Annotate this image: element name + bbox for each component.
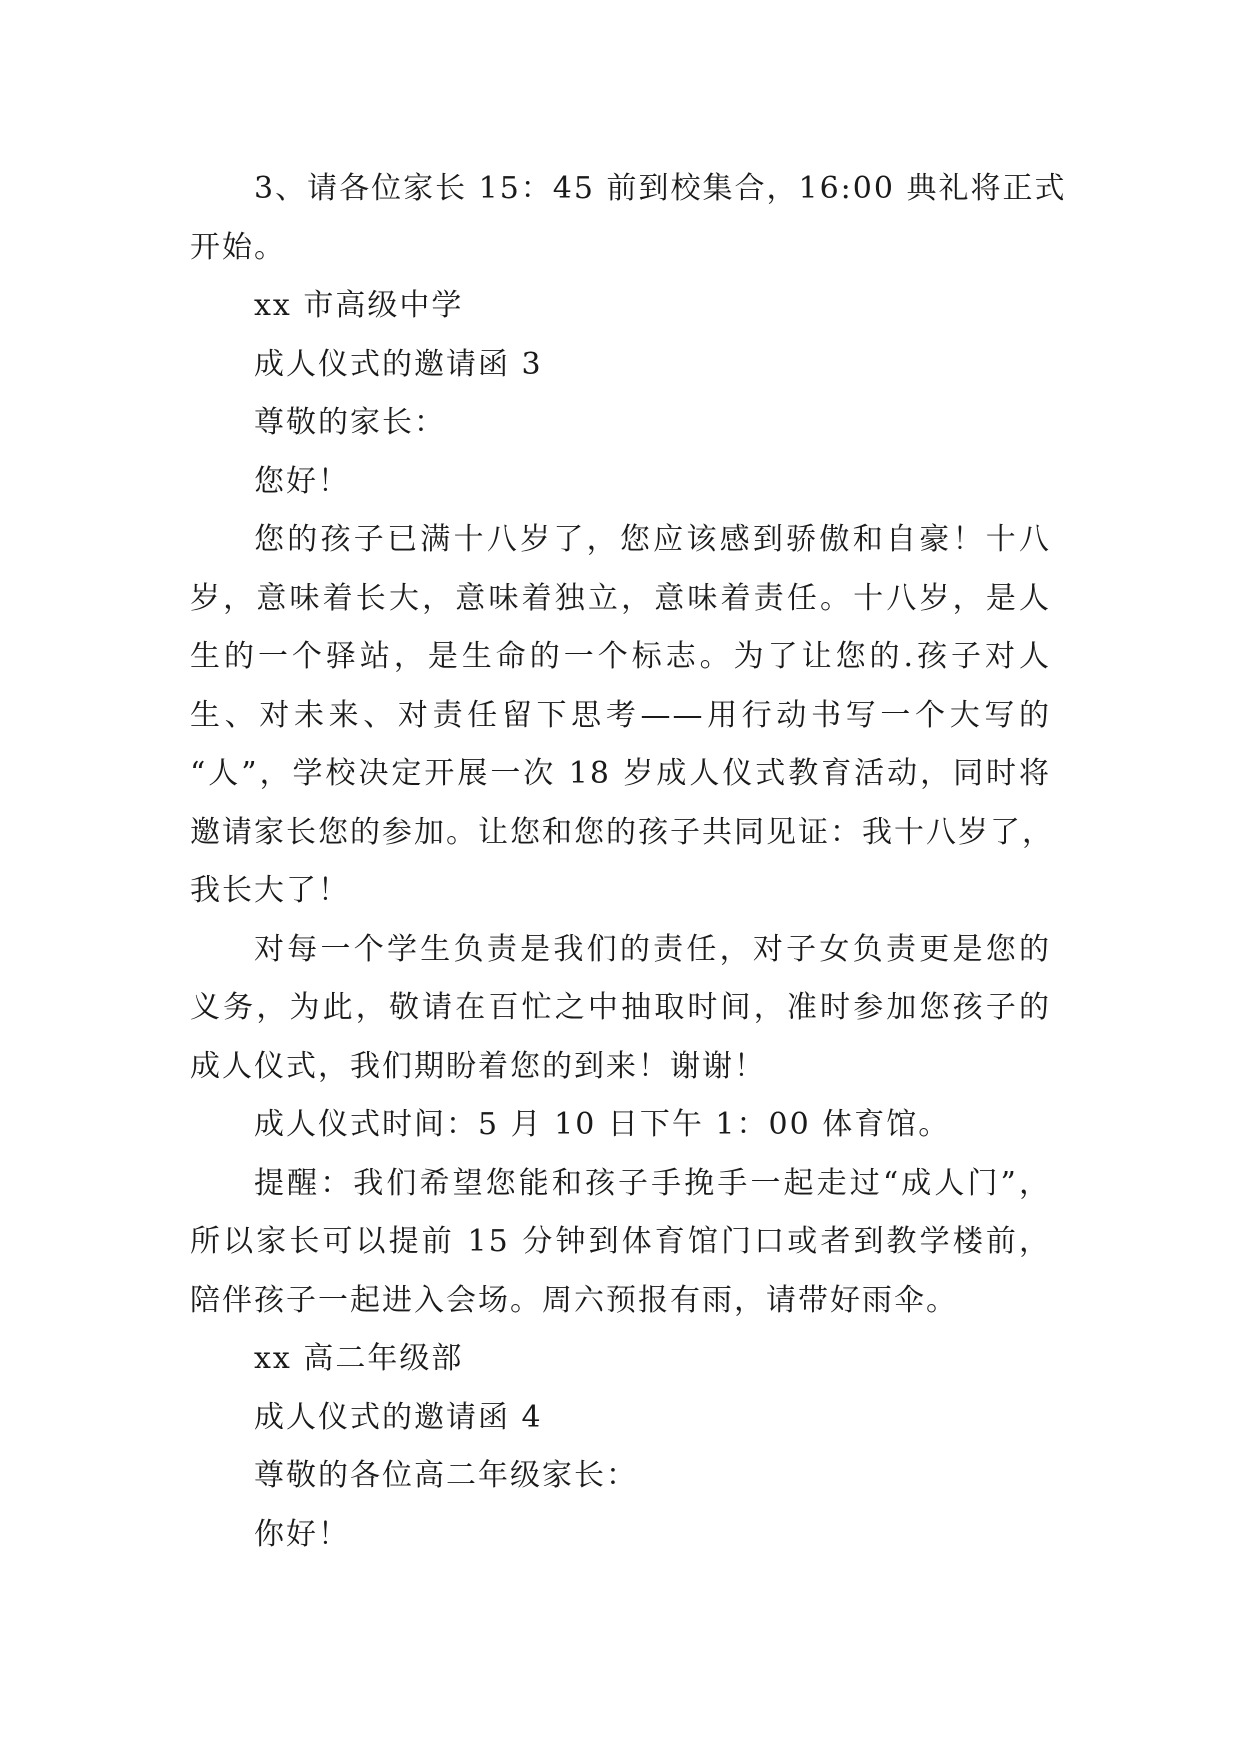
text-line: 对每一个学生负责是我们的责任，对子女负责更是您的: [254, 931, 1051, 967]
text-line: 成人仪式，我们期盼着您的到来！谢谢！: [190, 1048, 766, 1084]
salutation: 尊敬的家长：: [254, 405, 446, 440]
text-line: 提醒：我们希望您能和孩子手挽手一起走过“成人门”，: [254, 1165, 1051, 1201]
salutation: 尊敬的各位高二年级家长：: [254, 1458, 638, 1493]
text-line: 开始。: [190, 229, 286, 265]
text-line: 陪伴孩子一起进入会场。周六预报有雨，请带好雨伞。: [190, 1282, 958, 1318]
section-title: 成人仪式的邀请函 3: [254, 346, 543, 382]
text-line: 我长大了！: [190, 873, 350, 908]
text-line: 邀请家长您的参加。让您和您的孩子共同见证：我十八岁了，: [190, 814, 1054, 850]
greeting: 您好！: [254, 463, 350, 499]
signature-school: xx 市高级中学: [254, 288, 464, 323]
text-line: 生的一个驿站，是生命的一个标志。为了让您的.孩子对人: [190, 639, 1051, 674]
text-line: 所以家长可以提前 15 分钟到体育馆门口或者到教学楼前，: [190, 1224, 1051, 1259]
text-line: 3、请各位家长 15：45 前到校集合，16:00 典礼将正式: [254, 171, 1067, 206]
section-title: 成人仪式的邀请函 4: [254, 1399, 543, 1435]
greeting: 你好！: [254, 1516, 350, 1552]
text-line: “人”，学校决定开展一次 18 岁成人仪式教育活动，同时将: [190, 756, 1051, 791]
document-body: [190, 160, 1067, 1564]
text-line: 义务，为此，敬请在百忙之中抽取时间，准时参加您孩子的: [190, 990, 1051, 1025]
text-line: 生、对未来、对责任留下思考——用行动书写一个大写的: [190, 697, 1051, 733]
ceremony-time: 成人仪式时间：5 月 10 日下午 1：00 体育馆。: [254, 1107, 951, 1142]
signature-department: xx 高二年级部: [254, 1341, 464, 1376]
text-line: 岁，意味着长大，意味着独立，意味着责任。十八岁，是人: [190, 580, 1051, 616]
text-line: 您的孩子已满十八岁了，您应该感到骄傲和自豪！十八: [254, 522, 1051, 557]
